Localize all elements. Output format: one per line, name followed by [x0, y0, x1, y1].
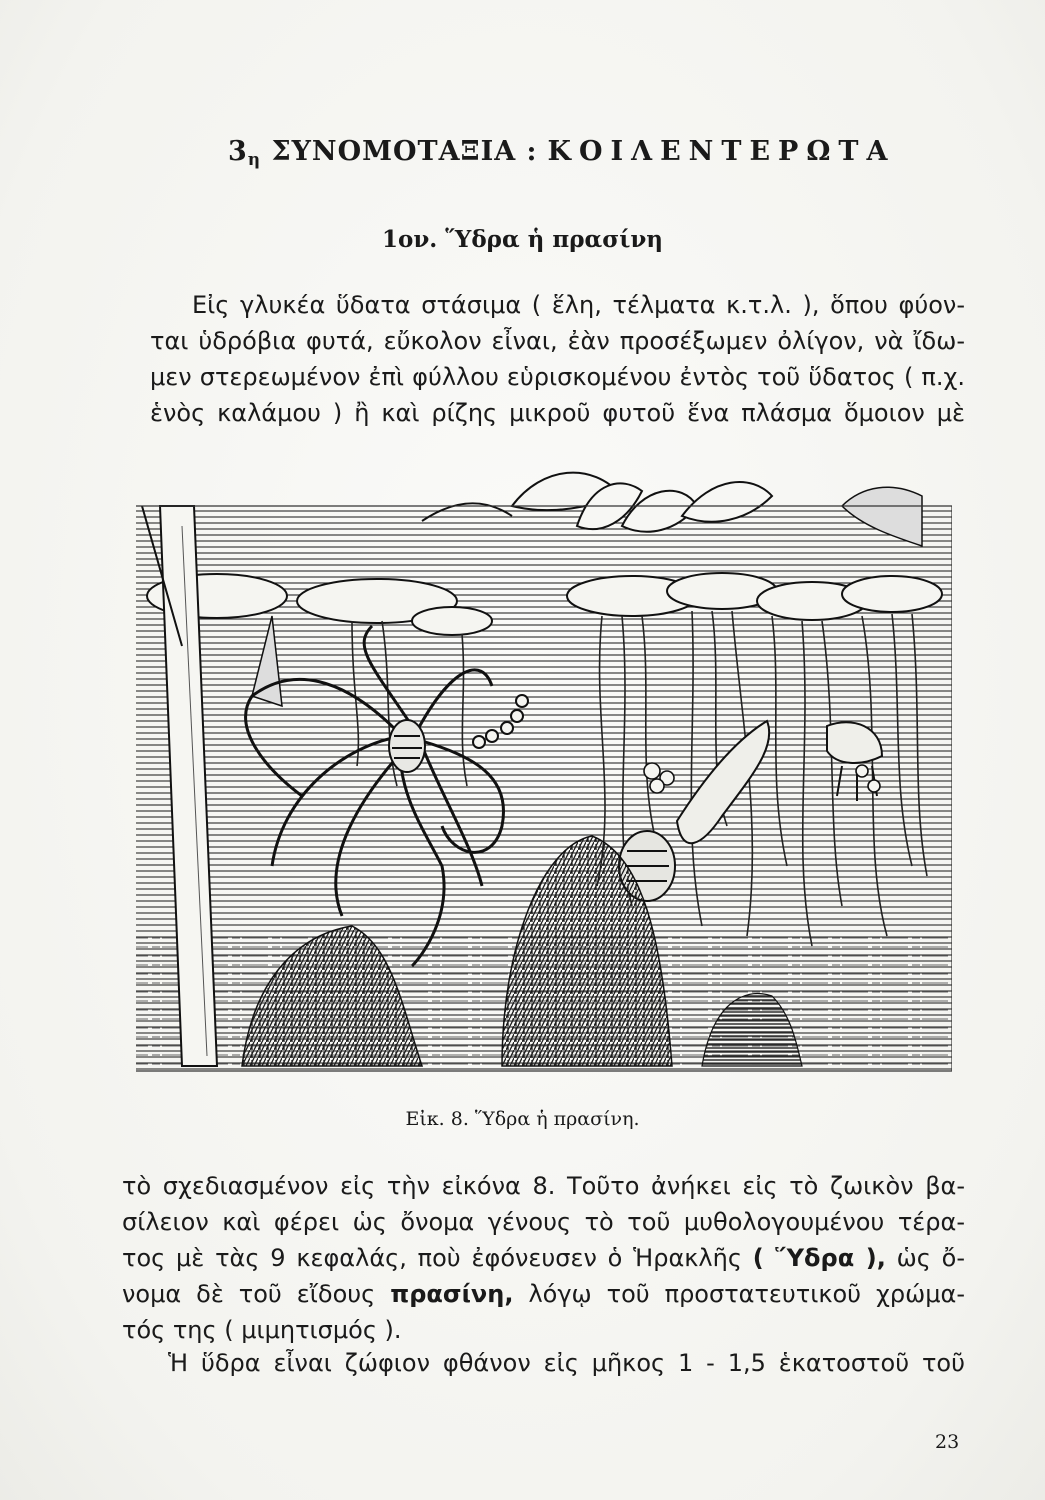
hydra-body	[389, 720, 425, 772]
text-line: τὸ σχεδιασμένον εἰς τὴν εἰκόνα 8. Τοῦτο ἀνήκει εἰς τὸ ζωικὸν βα-	[122, 1172, 965, 1200]
text-line: τός της ( μιμητισμός ).	[122, 1316, 402, 1344]
text-line	[122, 1240, 965, 1276]
section-subheading: 1ον. Ὕδρα ἡ πρασίνη	[381, 226, 664, 253]
text-run: νομα δὲ τοῦ εἴδους	[122, 1280, 391, 1308]
figure-caption: Εἰκ. 8. Ὕδρα ἡ πρασίνη.	[405, 1108, 640, 1130]
text-run: ὡς ὄ-	[885, 1244, 965, 1272]
text-line: Εἰς γλυκέα ὕδατα στάσιμα ( ἕλη, τέλματα κ.τ.λ. ), ὅπου φύον-	[192, 291, 965, 319]
heading-title: ΚΟΙΛΕΝΤΕΡΩΤΑ	[547, 136, 896, 167]
text-line	[122, 1276, 965, 1312]
text-line: σίλειον καὶ φέρει ὡς ὄνομα γένους τὸ τοῦ μυθολογουμένου τέρα-	[122, 1208, 965, 1236]
heading-lead: $3_\eta$ ΣΥΝΟΜΟΤΑΞΙΑ :	[228, 136, 538, 170]
chapter-heading	[228, 136, 896, 170]
hydra-illustration	[122, 466, 952, 1076]
paragraph-main	[122, 1168, 965, 1348]
page-number: 23	[935, 1431, 960, 1453]
text-line: Ἡ ὕδρα εἶναι ζώφιον φθάνον εἰς μῆκος 1 - 1,5 ἑκατοστοῦ τοῦ	[168, 1349, 965, 1377]
text-run: τος μὲ τὰς 9 κεφαλάς, ποὺ ἐφόνευσεν ὁ Ἡρακλῆς	[122, 1244, 753, 1272]
text-run: λόγῳ τοῦ προστατευτικοῦ χρώμα-	[513, 1280, 965, 1308]
paragraph-intro	[150, 287, 965, 431]
text-line: ται ὑδρόβια φυτά, εὔκολον εἶναι, ἐὰν προσέξωμεν ὀλίγον, νὰ ἴδω-	[150, 327, 965, 355]
text-line: ἑνὸς καλάμου ) ἢ καὶ ρίζης μικροῦ φυτοῦ ἕνα πλάσμα ὅμοιον μὲ	[150, 399, 965, 427]
genus-name: ( Ὕδρα ),	[752, 1244, 886, 1272]
text-line: μεν στερεωμένον ἐπὶ φύλλου εὑρισκομένου ἐντὸς τοῦ ὕδατος ( π.χ.	[150, 363, 965, 391]
paragraph-continued	[168, 1345, 965, 1381]
species-name: πρασίνη,	[390, 1280, 514, 1308]
